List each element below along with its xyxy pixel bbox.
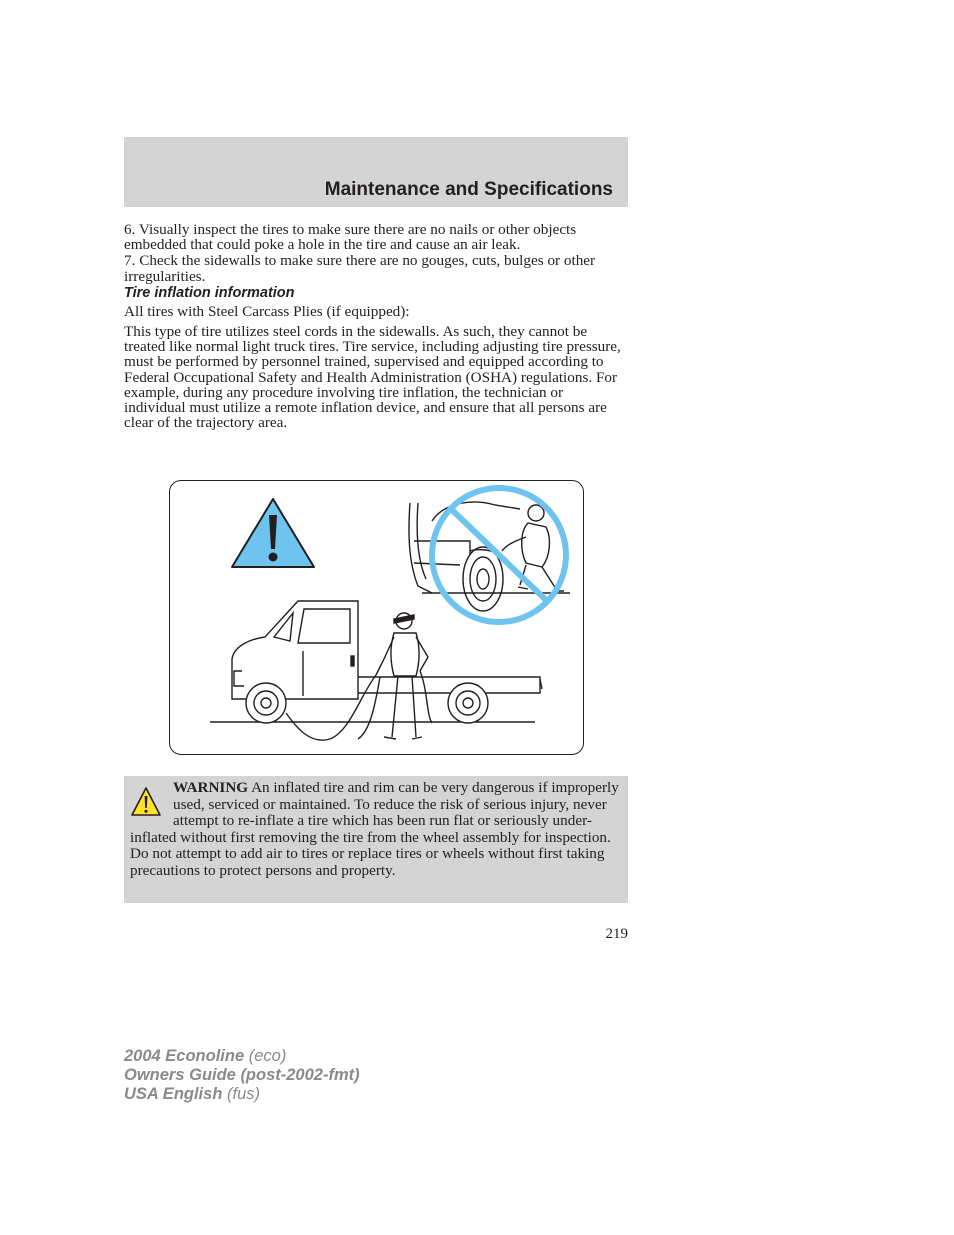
step-7-text: 7. Check the sidewalls to make sure there are no gouges, cuts, bulges or other irregularities.: [124, 252, 596, 285]
document-footer: [124, 1047, 360, 1104]
inflation-paragraph: This type of tire utilizes steel cords in the sidewalls. As such, they cannot be treated like normal light truck tires. Tire service, including adjusting tire pressure, must be performed by personnel trained, supervised and equipped according to Federal Occupational Safety and Health Administration (OSHA) regulations. For example, during any procedure involving tire inflation, the technician or individual must utilize a remote inflation device, and ensure that all persons are clear of the trajectory area.: [124, 323, 621, 432]
warning-icon: [130, 785, 162, 819]
subheading: Tire inflation information: [124, 284, 295, 301]
section-header: [124, 137, 628, 207]
tire-inflation-illustration: [169, 480, 584, 755]
page-number: 219: [605, 926, 628, 942]
illustration-svg: [170, 481, 585, 756]
footer-language-code: (fus): [227, 1085, 260, 1103]
intro-text: All tires with Steel Carcass Plies (if equipped):: [124, 302, 410, 320]
footer-guide: Owners Guide (post-2002-fmt): [124, 1066, 360, 1084]
footer-line-2: [124, 1066, 360, 1085]
warning-label: WARNING: [173, 779, 249, 796]
warning-triangle-icon: [232, 499, 314, 567]
step-6-text: 6. Visually inspect the tires to make sure there are no nails or other objects embedded that could poke a hole in the tire and cause an air leak.: [124, 221, 577, 254]
footer-model: 2004 Econoline: [124, 1047, 245, 1065]
warning-box: [124, 776, 628, 903]
section-title: Maintenance and Specifications: [324, 179, 613, 200]
footer-line-3: [124, 1085, 360, 1104]
warning-text: An inflated tire and rim can be very dangerous if improperly used, serviced or maintained. To reduce the risk of serious injury, never attempt to re-inflate a tire which has been run flat or seriously under-inflated without first removing the tire from the wheel assembly for inspection. Do not attempt to add air to tires or replace tires or wheels without first taking precautions to protect persons and property.: [130, 779, 619, 879]
body-text: [124, 222, 628, 431]
footer-model-code: (eco): [248, 1047, 287, 1065]
footer-language: USA English: [124, 1085, 223, 1103]
footer-line-1: [124, 1047, 360, 1066]
